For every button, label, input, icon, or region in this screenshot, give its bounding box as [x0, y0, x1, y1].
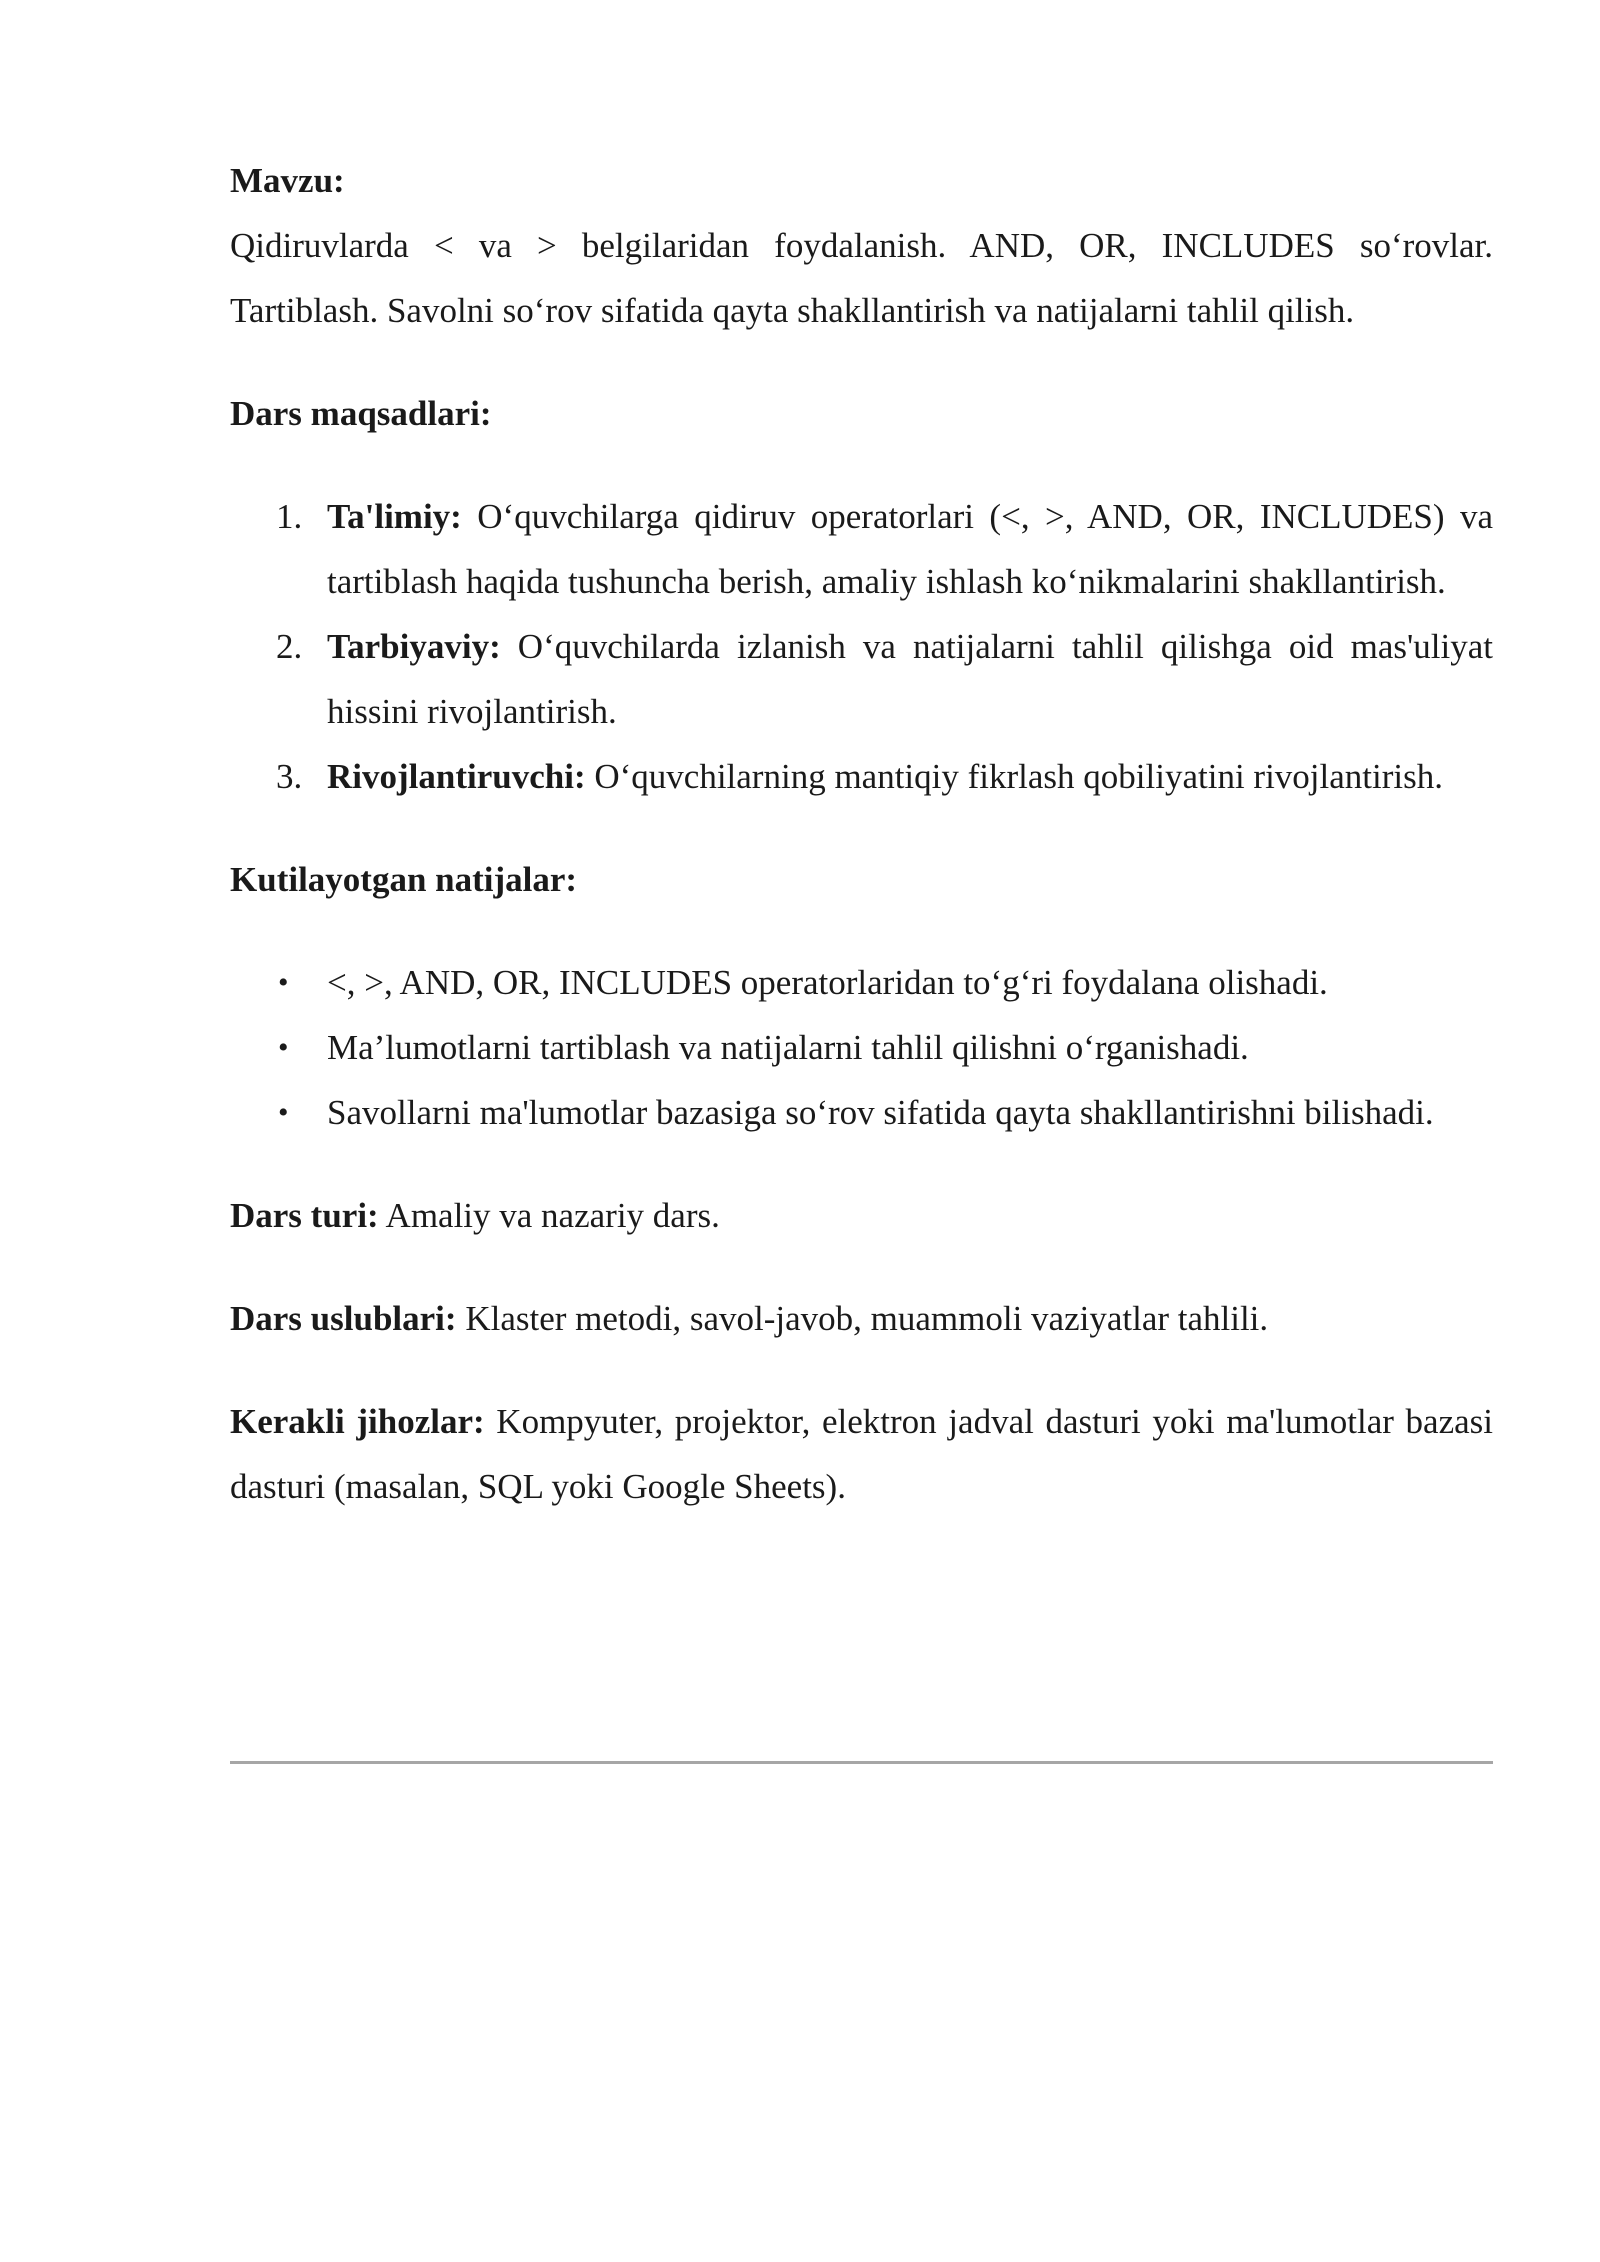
item-text: O‘quvchilarga qidiruv operatorlari (<, >, AND, OR, INCLUDES) va tartiblash haqida tushuncha berish, amaliy ishlash ko‘nikmalarini shakllantirish.: [327, 497, 1493, 601]
dars-turi: [230, 1183, 1493, 1248]
list-item: [230, 744, 1493, 809]
dars-uslublari: [230, 1286, 1493, 1351]
document-page: [230, 148, 1493, 1519]
item-label: Ta'limiy:: [327, 497, 462, 536]
dars-uslublari-text: Klaster metodi, savol-javob, muammoli vaziyatlar tahlili.: [456, 1299, 1269, 1338]
item-text: Ma’lumotlarni tartiblash va natijalarni tahlil qilishni o‘rganishadi.: [327, 1028, 1249, 1067]
horizontal-rule: [230, 1761, 1493, 1764]
kerakli-jihozlar-label: Kerakli jihozlar:: [230, 1402, 485, 1441]
list-item: [230, 1080, 1493, 1145]
dars-turi-text: Amaliy va nazariy dars.: [378, 1196, 720, 1235]
list-item: [230, 484, 1493, 614]
list-number: 1.: [276, 497, 303, 536]
item-text: O‘quvchilarda izlanish va natijalarni tahlil qilishga oid mas'uliyat hissini rivojlantirish.: [327, 627, 1493, 731]
bullet-icon: •: [278, 966, 289, 999]
natijalar-list: [230, 950, 1493, 1145]
natijalar-heading: Kutilayotgan natijalar:: [230, 860, 578, 899]
mavzu-text: Qidiruvlarda < va > belgilaridan foydalanish. AND, OR, INCLUDES so‘rovlar. Tartiblash. Savolni so‘rov sifatida qayta shakllantirish va natijalarni tahlil qilish.: [230, 226, 1493, 330]
item-text: O‘quvchilarning mantiqiy fikrlash qobiliyatini rivojlantirish.: [585, 757, 1443, 796]
mavzu-heading: Mavzu:: [230, 161, 345, 200]
item-label: Rivojlantiruvchi:: [327, 757, 586, 796]
list-item: [230, 614, 1493, 744]
item-text: Savollarni ma'lumotlar bazasiga so‘rov sifatida qayta shakllantirishni bilishadi.: [327, 1093, 1434, 1132]
list-item: [230, 1015, 1493, 1080]
item-text: <, >, AND, OR, INCLUDES operatorlaridan to‘g‘ri foydalana olishadi.: [327, 963, 1328, 1002]
bullet-icon: •: [278, 1096, 289, 1129]
list-item: [230, 950, 1493, 1015]
item-label: Tarbiyaviy:: [327, 627, 501, 666]
maqsadlar-list: [230, 484, 1493, 809]
dars-turi-label: Dars turi:: [230, 1196, 379, 1235]
kerakli-jihozlar: [230, 1389, 1493, 1519]
bullet-icon: •: [278, 1031, 289, 1064]
list-number: 2.: [276, 627, 303, 666]
dars-uslublari-label: Dars uslublari:: [230, 1299, 457, 1338]
list-number: 3.: [276, 757, 303, 796]
maqsadlar-heading: Dars maqsadlari:: [230, 394, 492, 433]
kerakli-jihozlar-text: Kompyuter, projektor, elektron jadval dasturi yoki ma'lumotlar bazasi dasturi (masalan, SQL yoki Google Sheets).: [230, 1402, 1493, 1506]
